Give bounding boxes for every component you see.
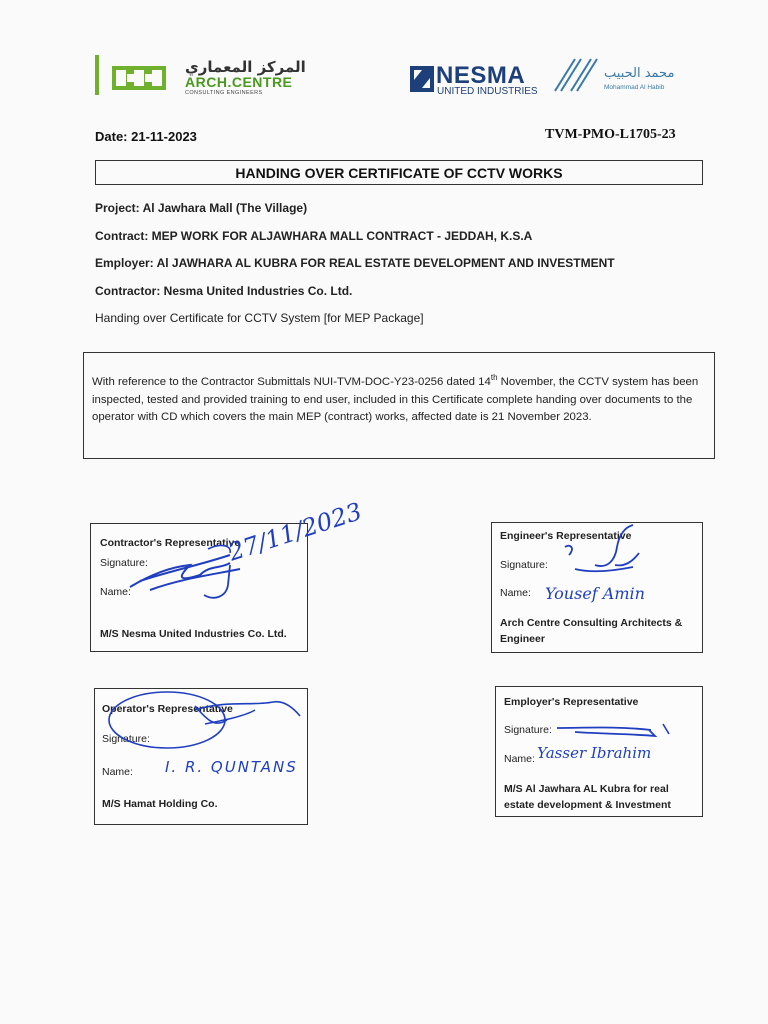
operator-signature-label: Signature: [102,733,150,745]
arch-centre-logo-icon [112,64,166,92]
arch-centre-arabic-name: المركز المعماري [185,58,306,76]
employer-heading: Employer's Representative [504,696,639,708]
operator-name-label: Name: [102,766,133,778]
nesma-logo-subtitle: UNITED INDUSTRIES [437,86,538,97]
contractor-heading: Contractor's Representative [100,537,241,549]
nesma-logo-icon [410,66,434,92]
employer-handwritten-name: Yasser Ibrahim [537,744,652,762]
engineer-handwritten-signature [555,525,645,580]
document-title-box [95,160,703,185]
contractor-company: M/S Nesma United Industries Co. Ltd. [100,628,287,640]
arch-centre-name: ARCH.CENTRE [185,74,293,90]
subject-line: Handing over Certificate for CCTV System [for MEP Package] [95,311,424,325]
engineer-company: Arch Centre Consulting Architects & Engineer [500,617,683,645]
document-reference: TVM-PMO-L1705-23 [545,127,676,142]
contractor-name-label: Name: [100,586,131,598]
employer-name-label: Name: [504,753,535,765]
nesma-logo-name: NESMA [436,62,526,89]
statement-part-1: With reference to the Contractor Submittals NUI-TVM-DOC-Y23-0256 dated 14 [92,376,491,388]
statement-part-2: November, the CCTV system has been inspected, tested and provided training to end user, included in this Certificate complete handing over documents to the operator with CD which covers the main MEP (contract) works, affected date is 21 November 2023. [92,376,699,423]
document-date: Date: 21-11-2023 [95,129,197,144]
employer-signature-label: Signature: [504,724,552,736]
contractor-line: Contractor: Nesma United Industries Co. Ltd. [95,284,353,298]
arch-centre-logo-bar [95,55,99,95]
statement-superscript: th [490,373,498,383]
operator-handwritten-signature [95,680,305,755]
operator-company: M/S Hamat Holding Co. [102,798,218,810]
mohammad-al-habib-logo-icon [553,57,599,93]
mohammad-al-habib-arabic-name: محمد الحبيب [604,66,675,81]
employer-line: Employer: Al JAWHARA AL KUBRA FOR REAL ESTATE DEVELOPMENT AND INVESTMENT [95,256,615,270]
mohammad-al-habib-name: Mohammad Al Habib [604,84,665,91]
contractor-handwritten-date: 27/11/2023 [225,497,366,567]
arch-centre-subtitle: CONSULTING ENGINEERS [185,90,263,96]
employer-handwritten-signature [555,720,675,744]
document-title: HANDING OVER CERTIFICATE OF CCTV WORKS [235,164,563,181]
project-line: Project: Al Jawhara Mall (The Village) [95,201,308,215]
reference-statement-box [83,352,715,459]
engineer-handwritten-name: Yousef Amin [545,584,645,603]
operator-heading: Operator's Representative [102,703,233,715]
operator-handwritten-name: I. R. QUNTANS [165,758,298,776]
contractor-signature-label: Signature: [100,557,148,569]
contract-line: Contract: MEP WORK FOR ALJAWHARA MALL CONTRACT - JEDDAH, K.S.A [95,229,533,243]
engineer-heading: Engineer's Representative [500,530,632,542]
employer-company: M/S Al Jawhara AL Kubra for real estate development & Investment [504,783,671,811]
engineer-name-label: Name: [500,587,531,599]
engineer-signature-label: Signature: [500,559,548,571]
